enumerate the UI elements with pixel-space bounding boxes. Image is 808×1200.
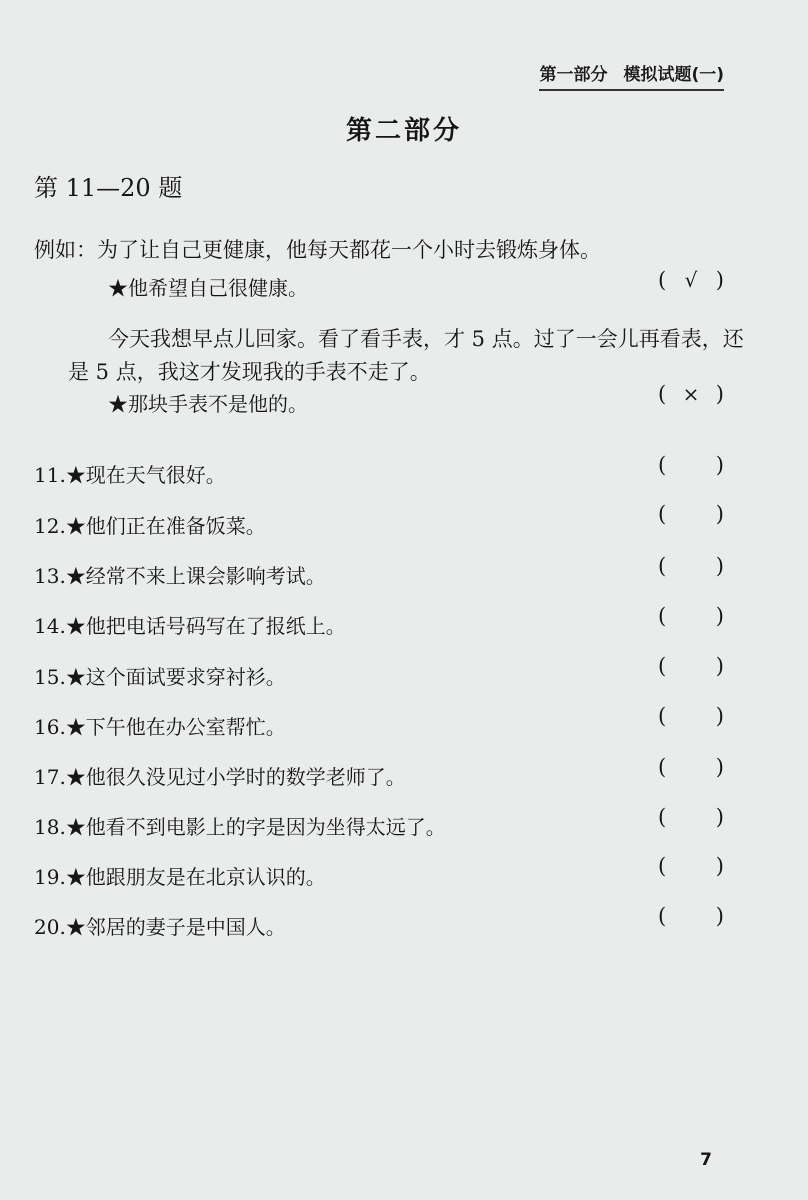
answer-box[interactable]: ( ) — [658, 502, 724, 526]
section-label: 第 11—20 题 — [34, 174, 183, 202]
example-label: 例如： — [34, 238, 97, 262]
example-text-2-line-1: 今天我想早点儿回家。看了看手表，才 5 点。过了一会儿再看表，还 — [108, 327, 744, 351]
answer-box[interactable]: ( ) — [658, 904, 724, 928]
question-item: 13.★经常不来上课会影响考试。 — [34, 564, 326, 588]
answer-box[interactable]: ( ) — [658, 704, 724, 728]
question-item: 19.★他跟朋友是在北京认识的。 — [34, 865, 326, 889]
answer-box[interactable]: ( ) — [658, 554, 724, 578]
header-part: 第一部分 — [539, 65, 608, 85]
cross-mark-icon: × — [682, 382, 700, 406]
answer-box[interactable]: ( ) — [658, 654, 724, 678]
question-item: 15.★这个面试要求穿衬衫。 — [34, 665, 286, 689]
answer-box[interactable]: ( ) — [658, 755, 724, 779]
page-number: 7 — [700, 1150, 712, 1170]
question-item: 16.★下午他在办公室帮忙。 — [34, 715, 286, 739]
question-item: 20.★邻居的妻子是中国人。 — [34, 915, 286, 939]
question-item: 12.★他们正在准备饭菜。 — [34, 514, 266, 538]
example-answer-box-2: ( × ) — [658, 382, 724, 406]
example-text-1: 为了让自己更健康，他每天都花一个小时去锻炼身体。 — [97, 238, 601, 262]
example-text-2-line-2: 是 5 点，我这才发现我的手表不走了。 — [68, 360, 431, 384]
example-answer-box-1: ( √ ) — [658, 268, 724, 292]
part-title: 第二部分 — [345, 116, 462, 146]
question-item: 14.★他把电话号码写在了报纸上。 — [34, 614, 346, 638]
question-item: 17.★他很久没见过小学时的数学老师了。 — [34, 765, 406, 789]
example-statement-2: ★那块手表不是他的。 — [108, 392, 308, 416]
answer-box[interactable]: ( ) — [658, 805, 724, 829]
answer-box[interactable]: ( ) — [658, 453, 724, 477]
question-item: 11.★现在天气很好。 — [34, 463, 226, 487]
question-item: 18.★他看不到电影上的字是因为坐得太远了。 — [34, 815, 446, 839]
running-header — [539, 60, 724, 91]
answer-box[interactable]: ( ) — [658, 604, 724, 628]
header-title: 模拟试题(一) — [623, 65, 724, 85]
example-line-1 — [34, 234, 601, 264]
check-mark-icon: √ — [684, 268, 698, 292]
answer-box[interactable]: ( ) — [658, 854, 724, 878]
example-statement-1: ★他希望自己很健康。 — [108, 276, 308, 300]
